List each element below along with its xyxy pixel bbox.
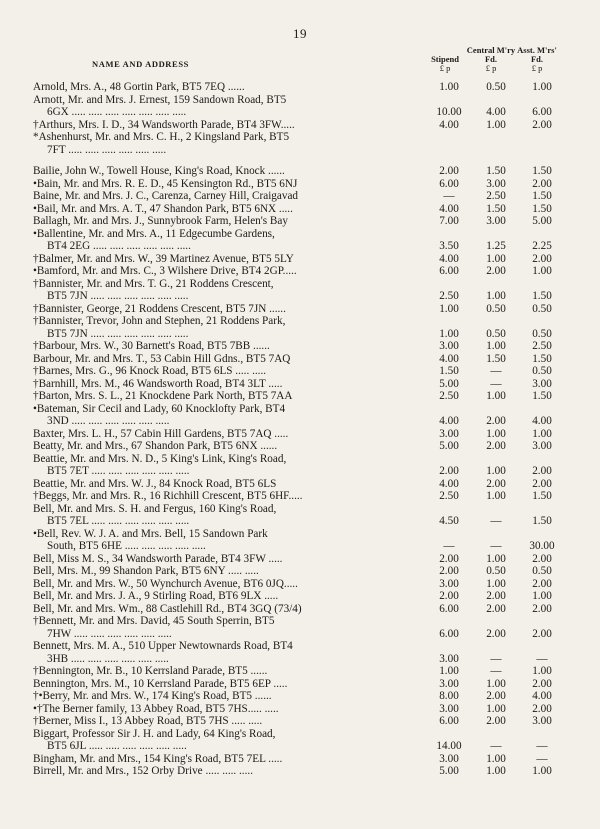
entry-amounts <box>400 328 600 341</box>
entry-amounts <box>400 678 600 691</box>
subscriber-entry <box>0 315 600 340</box>
entry-amounts <box>400 106 600 119</box>
entry-amounts <box>400 81 600 94</box>
assistant-fund-amount: 1.50 <box>532 165 552 177</box>
stipend-amount: 2.00 <box>439 565 459 577</box>
entry-name-address: Bennett, Mrs. M. A., 510 Upper Newtownards Road, BT4 <box>33 640 293 652</box>
subscriber-entry <box>0 365 600 378</box>
stipend-amount: 3.00 <box>439 427 459 440</box>
entry-name-address-continued: BT5 7JN ..... ..... ..... ..... ..... ..... <box>47 327 189 340</box>
assistant-fund-amount: 2.00 <box>532 602 552 615</box>
central-fund-amount: 2.50 <box>486 190 506 202</box>
entry-name-address: •Bateman, Sir Cecil and Lady, 60 Knocklofty Park, BT4 <box>33 402 286 415</box>
entry-name-address-continued: 7FT ..... ..... ..... ..... ..... ..... <box>47 143 167 156</box>
entry-name-address: †Barbour, Mrs. W., 30 Barnett's Road, BT5 7BB ...... <box>33 340 270 352</box>
entry-name-address: Arnold, Mrs. A., 48 Gortin Park, BT5 7EQ ...... <box>33 81 245 93</box>
assistant-fund-amount: 2.00 <box>532 627 552 640</box>
entry-name-address-continued: BT5 7JN ..... ..... ..... ..... ..... ..... <box>47 290 189 302</box>
assistant-fund-amount: 0.50 <box>532 302 552 315</box>
entry-amounts <box>400 378 600 391</box>
assistant-fund-amount: 1.50 <box>532 390 552 402</box>
stipend-amount: 4.00 <box>439 415 459 427</box>
central-fund-amount: 1.50 <box>486 165 506 177</box>
central-fund-amount: — <box>490 665 502 677</box>
subscriber-list <box>0 81 600 778</box>
assistant-fund-amount: 2.50 <box>532 340 552 352</box>
central-fund-amount: 1.00 <box>486 752 506 765</box>
assistant-fund-amount: 1.50 <box>532 290 552 302</box>
entry-name-address: Ballagh, Mr. and Mrs. J., Sunnybrook Farm, Helen's Bay <box>33 215 288 227</box>
stipend-amount: 2.00 <box>439 590 459 602</box>
stipend-amount: 1.00 <box>439 302 459 315</box>
subscriber-entry <box>0 590 600 603</box>
entry-name-address: •†The Berner family, 13 Abbey Road, BT5 7HS..... ..... <box>33 702 279 715</box>
stipend-amount: 2.50 <box>439 490 459 502</box>
central-fund-amount: 2.00 <box>486 715 506 727</box>
subscriber-entry <box>0 340 600 353</box>
central-fund-amount: 2.00 <box>486 440 506 452</box>
stipend-label: Stipend <box>431 54 459 64</box>
assistant-fund-amount: 1.00 <box>532 765 552 777</box>
central-fund-amount: 2.00 <box>486 602 506 615</box>
column-headers <box>0 46 600 80</box>
subscriber-entry <box>0 703 600 716</box>
stipend-amount: 4.00 <box>439 352 459 365</box>
name-address-header: NAME AND ADDRESS <box>92 59 189 69</box>
entry-name-address: †Bennington, Mr. B., 10 Kerrsland Parade, BT5 ...... <box>33 665 268 677</box>
entry-amounts <box>400 353 600 366</box>
entry-name-address: •Bamford, Mr. and Mrs. C., 3 Wilshere Drive, BT4 2GP..... <box>33 265 297 277</box>
central-fund-amount: — <box>490 515 502 527</box>
stipend-amount: 4.50 <box>439 515 459 527</box>
entry-name-address: Bell, Miss M. S., 34 Wandsworth Parade, BT4 3FW ..... <box>33 552 283 565</box>
subscriber-entry <box>0 528 600 553</box>
assistant-fund-amount: — <box>536 740 548 752</box>
central-fund-amount: 1.50 <box>486 202 506 215</box>
subscriber-entry <box>0 765 600 778</box>
central-fund-label: Central M'ry Fd. <box>466 45 516 64</box>
stipend-amount: 6.00 <box>439 715 459 727</box>
stipend-amount: 6.00 <box>439 265 459 277</box>
assistant-fund-amount: 2.00 <box>532 477 552 490</box>
entry-name-address-continued: 3HB ..... ..... ..... ..... ..... ..... <box>47 652 169 665</box>
entry-name-address: †Balmer, Mr. and Mrs. W., 39 Martinez Avenue, BT5 5LY <box>33 252 294 265</box>
subscriber-entry <box>0 278 600 303</box>
entry-name-address: Bailie, John W., Towell House, King's Road, Knock ...... <box>33 165 285 177</box>
stipend-amount: 2.00 <box>439 465 459 477</box>
entry-amounts <box>400 753 600 766</box>
entry-amounts <box>400 440 600 453</box>
entry-amounts <box>400 715 600 728</box>
subscriber-entry <box>0 615 600 640</box>
assistant-fund-amount: 1.50 <box>532 352 552 365</box>
entry-amounts <box>400 265 600 278</box>
subscriber-entry <box>0 390 600 403</box>
entry-name-address: Beattie, Mr. and Mrs. N. D., 5 King's Link, King's Road, <box>33 452 287 465</box>
assistant-fund-amount: 3.00 <box>532 440 552 452</box>
stipend-amount: 3.00 <box>439 677 459 690</box>
subscriber-entry <box>0 253 600 266</box>
subscriber-entry <box>0 503 600 528</box>
entry-amounts <box>400 703 600 716</box>
entry-amounts <box>400 603 600 616</box>
stipend-amount: 2.00 <box>439 552 459 565</box>
entry-amounts <box>400 540 600 553</box>
entry-amounts <box>400 590 600 603</box>
entry-name-address: Bell, Mr. and Mrs. S. H. and Fergus, 160 King's Road, <box>33 502 277 515</box>
subscriber-entry <box>0 203 600 216</box>
central-fund-amount: 2.00 <box>486 415 506 427</box>
subscriber-entry <box>0 640 600 665</box>
stipend-amount: 1.00 <box>439 665 459 677</box>
entry-name-address: Birrell, Mr. and Mrs., 152 Orby Drive ..... ..... ..... <box>33 765 253 777</box>
assistant-fund-amount: 1.50 <box>532 190 552 202</box>
subscriber-entry <box>0 178 600 191</box>
subscriber-entry <box>0 303 600 316</box>
central-fund-amount: 1.50 <box>486 352 506 365</box>
assistant-fund-amount: 1.00 <box>532 427 552 440</box>
entry-name-address-continued: BT4 2EG ..... ..... ..... ..... ..... ..... <box>47 240 191 252</box>
entry-name-address: •Bain, Mr. and Mrs. R. E. D., 45 Kensington Rd., BT5 6NJ <box>33 177 298 190</box>
subscriber-entry <box>0 478 600 491</box>
central-fund-amount: 1.00 <box>486 490 506 502</box>
central-fund-amount: 1.00 <box>486 290 506 302</box>
subscriber-entry <box>0 378 600 391</box>
central-fund-amount: 0.50 <box>486 327 506 340</box>
central-fund-amount: — <box>490 365 502 377</box>
subscriber-entry <box>0 603 600 616</box>
entry-name-address: Bell, Mr. and Mrs. Wm., 88 Castlehill Rd., BT4 3GQ (73/4) <box>33 602 302 615</box>
central-fund-amount: 2.00 <box>486 690 506 702</box>
stipend-amount: 1.50 <box>439 365 459 377</box>
assistant-fund-amount: 2.00 <box>532 677 552 690</box>
entry-amounts <box>400 290 600 303</box>
entry-amounts <box>400 478 600 491</box>
subscriber-entry <box>0 553 600 566</box>
subscriber-entry <box>0 119 600 132</box>
entry-name-address: †Barnhill, Mrs. M., 46 Wandsworth Road, BT4 3LT ..... <box>33 377 283 390</box>
central-fund-amount: 2.00 <box>486 627 506 640</box>
entry-amounts <box>400 690 600 703</box>
subscriber-entry <box>0 453 600 478</box>
assistant-fund-amount: 2.00 <box>532 577 552 590</box>
entry-name-address: †Bannister, Mr. and Mrs. T. G., 21 Roddens Crescent, <box>33 277 274 290</box>
stipend-unit: £ p <box>439 63 451 73</box>
entry-amounts <box>400 740 600 753</box>
entry-name-address: Biggart, Professor Sir J. H. and Lady, 64 King's Road, <box>33 727 276 740</box>
stipend-amount: 2.50 <box>439 290 459 302</box>
assistant-fund-label: Asst. M'rs' Fd. <box>517 45 557 64</box>
stipend-amount: 6.00 <box>439 627 459 640</box>
entry-name-address-continued: 6GX ..... ..... ..... ..... ..... ..... ..... <box>47 106 187 118</box>
entry-amounts <box>400 144 600 157</box>
entry-name-address: Baine, Mr. and Mrs. J. C., Carenza, Carney Hill, Craigavad <box>33 190 299 202</box>
entry-name-address: Bennington, Mrs. M., 10 Kerrsland Parade, BT5 6EP ..... <box>33 677 288 690</box>
assistant-fund-amount: 4.00 <box>532 415 552 427</box>
entry-name-address: Bell, Mr. and Mrs. W., 50 Wynchurch Avenue, BT6 0JQ..... <box>33 577 298 590</box>
entry-name-address: •Bell, Rev. W. J. A. and Mrs. Bell, 15 Sandown Park <box>33 527 268 540</box>
subscriber-entry <box>0 228 600 253</box>
assistant-fund-amount: 0.50 <box>532 565 552 577</box>
entry-amounts <box>400 665 600 678</box>
central-fund-amount: 1.00 <box>486 427 506 440</box>
subscriber-entry <box>0 440 600 453</box>
central-fund-amount: 4.00 <box>486 106 506 118</box>
stipend-amount: 6.00 <box>439 177 459 190</box>
assistant-fund-unit: £ p <box>531 63 543 73</box>
subscriber-entry <box>0 565 600 578</box>
stipend-amount: 6.00 <box>439 602 459 615</box>
stipend-amount: 3.00 <box>439 340 459 352</box>
entry-amounts <box>400 415 600 428</box>
subscriber-entry <box>0 94 600 119</box>
entry-name-address: †•Berry, Mr. and Mrs. W., 174 King's Road, BT5 ...... <box>33 690 272 702</box>
assistant-fund-amount: 1.50 <box>532 515 552 527</box>
subscriber-entry <box>0 753 600 766</box>
assistant-fund-amount: — <box>536 752 548 765</box>
entry-name-address: †Bannister, George, 21 Roddens Crescent, BT5 7JN ...... <box>33 302 286 315</box>
central-fund-amount: — <box>490 740 502 752</box>
entry-amounts <box>400 190 600 203</box>
entry-name-address: *Ashenhurst, Mr. and Mrs. C. H., 2 Kingsland Park, BT5 <box>33 131 290 143</box>
central-fund-amount: 1.00 <box>486 340 506 352</box>
entry-amounts <box>400 215 600 228</box>
subscriber-entry <box>0 578 600 591</box>
entry-amounts <box>400 428 600 441</box>
assistant-fund-amount: 0.50 <box>532 365 552 377</box>
assistant-fund-amount: 3.00 <box>532 715 552 727</box>
entry-name-address: †Berner, Miss I., 13 Abbey Road, BT5 7HS ..... ..... <box>33 715 263 727</box>
central-fund-amount: 1.00 <box>486 577 506 590</box>
assistant-fund-amount: 30.00 <box>529 540 555 552</box>
assistant-fund-amount: 4.00 <box>532 690 552 702</box>
entry-name-address-continued: 7HW ..... ..... ..... ..... ..... ..... <box>47 627 172 640</box>
entry-amounts <box>400 765 600 778</box>
assistant-fund-amount: 2.25 <box>532 240 552 252</box>
central-fund-amount: 0.50 <box>486 302 506 315</box>
entry-name-address: Beattie, Mr. and Mrs. W. J., 84 Knock Road, BT5 6LS <box>33 477 277 490</box>
entry-amounts <box>400 340 600 353</box>
entry-amounts <box>400 578 600 591</box>
assistant-fund-amount: 2.00 <box>532 177 552 190</box>
central-fund-header <box>466 46 516 73</box>
entry-name-address-continued: BT5 7EL ..... ..... ..... ..... ..... ..... <box>47 515 190 527</box>
subscriber-entry <box>0 403 600 428</box>
entry-name-address-continued: BT5 7ET ..... ..... ..... ..... ..... ..... <box>47 465 190 477</box>
stipend-amount: 5.00 <box>439 765 459 777</box>
stipend-amount: 1.00 <box>439 327 459 340</box>
entry-amounts <box>400 628 600 641</box>
subscriber-entry <box>0 428 600 441</box>
stipend-amount: 3.50 <box>439 240 459 252</box>
entry-amounts <box>400 119 600 132</box>
entry-name-address: †Beggs, Mr. and Mrs. R., 16 Richhill Crescent, BT5 6HF..... <box>33 490 303 502</box>
subscriber-entry <box>0 728 600 753</box>
stipend-header <box>420 55 470 73</box>
assistant-fund-amount: 1.50 <box>532 202 552 215</box>
assistant-fund-amount: 5.00 <box>532 215 552 227</box>
assistant-fund-amount: 3.00 <box>532 377 552 390</box>
assistant-fund-amount: 2.00 <box>532 702 552 715</box>
assistant-fund-amount: 2.00 <box>532 118 552 131</box>
entry-amounts <box>400 565 600 578</box>
central-fund-amount: 1.00 <box>486 252 506 265</box>
stipend-amount: 14.00 <box>436 740 462 752</box>
assistant-fund-amount: 0.50 <box>532 327 552 340</box>
central-fund-amount: — <box>490 652 502 665</box>
section-gap <box>0 156 600 165</box>
central-fund-amount: 1.00 <box>486 552 506 565</box>
stipend-amount: 5.00 <box>439 377 459 390</box>
central-fund-amount: 1.00 <box>486 765 506 777</box>
stipend-amount: 3.00 <box>439 652 459 665</box>
entry-amounts <box>400 490 600 503</box>
assistant-fund-amount: 1.00 <box>532 81 552 93</box>
stipend-amount: 4.00 <box>439 477 459 490</box>
central-fund-amount: 3.00 <box>486 215 506 227</box>
subscriber-entry <box>0 353 600 366</box>
assistant-fund-amount: 1.50 <box>532 490 552 502</box>
entry-name-address: Arnott, Mr. and Mrs. J. Ernest, 159 Sandown Road, BT5 <box>33 93 287 106</box>
entry-name-address: Bingham, Mr. and Mrs., 154 King's Road, BT5 7EL ..... <box>33 752 283 765</box>
entry-name-address-continued: 3ND ..... ..... ..... ..... ..... ..... <box>47 415 170 427</box>
entry-amounts <box>400 165 600 178</box>
central-fund-amount: 0.50 <box>486 565 506 577</box>
entry-name-address: Bell, Mrs. M., 99 Shandon Park, BT5 6NY ..... ..... <box>33 565 259 577</box>
central-fund-amount: 1.25 <box>486 240 506 252</box>
subscriber-entry <box>0 190 600 203</box>
assistant-fund-amount: 2.00 <box>532 252 552 265</box>
entry-name-address: •Bail, Mr. and Mrs. A. T., 47 Shandon Park, BT5 6NX ..... <box>33 202 293 215</box>
assistant-fund-amount: 2.00 <box>532 552 552 565</box>
stipend-amount: 3.00 <box>439 702 459 715</box>
subscriber-entry <box>0 265 600 278</box>
entry-name-address: †Barnes, Mrs. G., 96 Knock Road, BT5 6LS ..... ..... <box>33 365 267 377</box>
subscriber-entry <box>0 490 600 503</box>
stipend-amount: 1.00 <box>439 81 459 93</box>
subscriber-entry <box>0 81 600 94</box>
entry-name-address: †Arthurs, Mrs. I. D., 34 Wandsworth Parade, BT4 3FW..... <box>33 118 295 131</box>
entry-amounts <box>400 240 600 253</box>
entry-name-address: †Bannister, Trevor, John and Stephen, 21 Roddens Park, <box>33 315 286 327</box>
entry-name-address: Baxter, Mrs. L. H., 57 Cabin Hill Gardens, BT5 7AQ ..... <box>33 427 289 440</box>
assistant-fund-amount: 1.00 <box>532 265 552 277</box>
stipend-amount: 2.00 <box>439 165 459 177</box>
stipend-amount: — <box>443 540 455 552</box>
central-fund-amount: 2.00 <box>486 265 506 277</box>
assistant-fund-amount: 2.00 <box>532 465 552 477</box>
entry-name-address-continued: BT5 6JL ..... ..... ..... ..... ..... ..... <box>47 740 187 752</box>
entry-name-address: †Bennett, Mr. and Mrs. David, 45 South Sperrin, BT5 <box>33 615 275 627</box>
stipend-amount: — <box>443 190 455 202</box>
entry-amounts <box>400 553 600 566</box>
central-fund-amount: 2.00 <box>486 477 506 490</box>
central-fund-unit: £ p <box>485 63 497 73</box>
stipend-amount: 2.50 <box>439 390 459 402</box>
entry-amounts <box>400 515 600 528</box>
central-fund-amount: 0.50 <box>486 81 506 93</box>
subscriber-entry <box>0 215 600 228</box>
assistant-fund-amount: — <box>536 652 548 665</box>
subscriber-entry <box>0 131 600 156</box>
entry-amounts <box>400 390 600 403</box>
entry-name-address: •Ballentine, Mr. and Mrs. A., 11 Edgecumbe Gardens, <box>33 227 275 240</box>
subscriber-entry <box>0 665 600 678</box>
subscriber-entry <box>0 165 600 178</box>
stipend-amount: 5.00 <box>439 440 459 452</box>
central-fund-amount: 1.00 <box>486 118 506 131</box>
stipend-amount: 4.00 <box>439 118 459 131</box>
entry-name-address: Bell, Mr. and Mrs. J. A., 9 Stirling Road, BT6 9LX ..... <box>33 590 279 602</box>
stipend-amount: 4.00 <box>439 202 459 215</box>
central-fund-amount: — <box>490 540 502 552</box>
central-fund-amount: 1.00 <box>486 677 506 690</box>
central-fund-amount: 1.00 <box>486 465 506 477</box>
entry-name-address: Beatty, Mr. and Mrs., 67 Shandon Park, BT5 6NX ...... <box>33 440 278 452</box>
stipend-amount: 10.00 <box>436 106 462 118</box>
central-fund-amount: 3.00 <box>486 177 506 190</box>
stipend-amount: 4.00 <box>439 252 459 265</box>
central-fund-amount: 1.00 <box>486 390 506 402</box>
subscriber-entry <box>0 678 600 691</box>
entry-amounts <box>400 303 600 316</box>
entry-amounts <box>400 203 600 216</box>
entry-name-address-continued: South, BT5 6HE ..... ..... ..... ..... ..... <box>47 540 206 552</box>
entry-amounts <box>400 465 600 478</box>
entry-name-address: †Barton, Mrs. S. L., 21 Knockdene Park North, BT5 7AA <box>33 390 293 402</box>
entry-amounts <box>400 653 600 666</box>
stipend-amount: 3.00 <box>439 577 459 590</box>
assistant-fund-amount: 1.00 <box>532 665 552 677</box>
stipend-amount: 8.00 <box>439 690 459 702</box>
entry-amounts <box>400 365 600 378</box>
entry-name-address: Barbour, Mr. and Mrs. T., 53 Cabin Hill Gdns., BT5 7AQ <box>33 352 291 365</box>
central-fund-amount: 1.00 <box>486 702 506 715</box>
subscriber-entry <box>0 690 600 703</box>
page-number: 19 <box>293 26 307 41</box>
subscriber-entry <box>0 715 600 728</box>
assistant-fund-amount: 6.00 <box>532 106 552 118</box>
entry-amounts <box>400 178 600 191</box>
stipend-amount: 7.00 <box>439 215 459 227</box>
assistant-fund-amount: 1.00 <box>532 590 552 602</box>
central-fund-amount: 2.00 <box>486 590 506 602</box>
assistant-fund-header <box>512 46 562 73</box>
stipend-amount: 3.00 <box>439 752 459 765</box>
central-fund-amount: — <box>490 377 502 390</box>
entry-amounts <box>400 253 600 266</box>
